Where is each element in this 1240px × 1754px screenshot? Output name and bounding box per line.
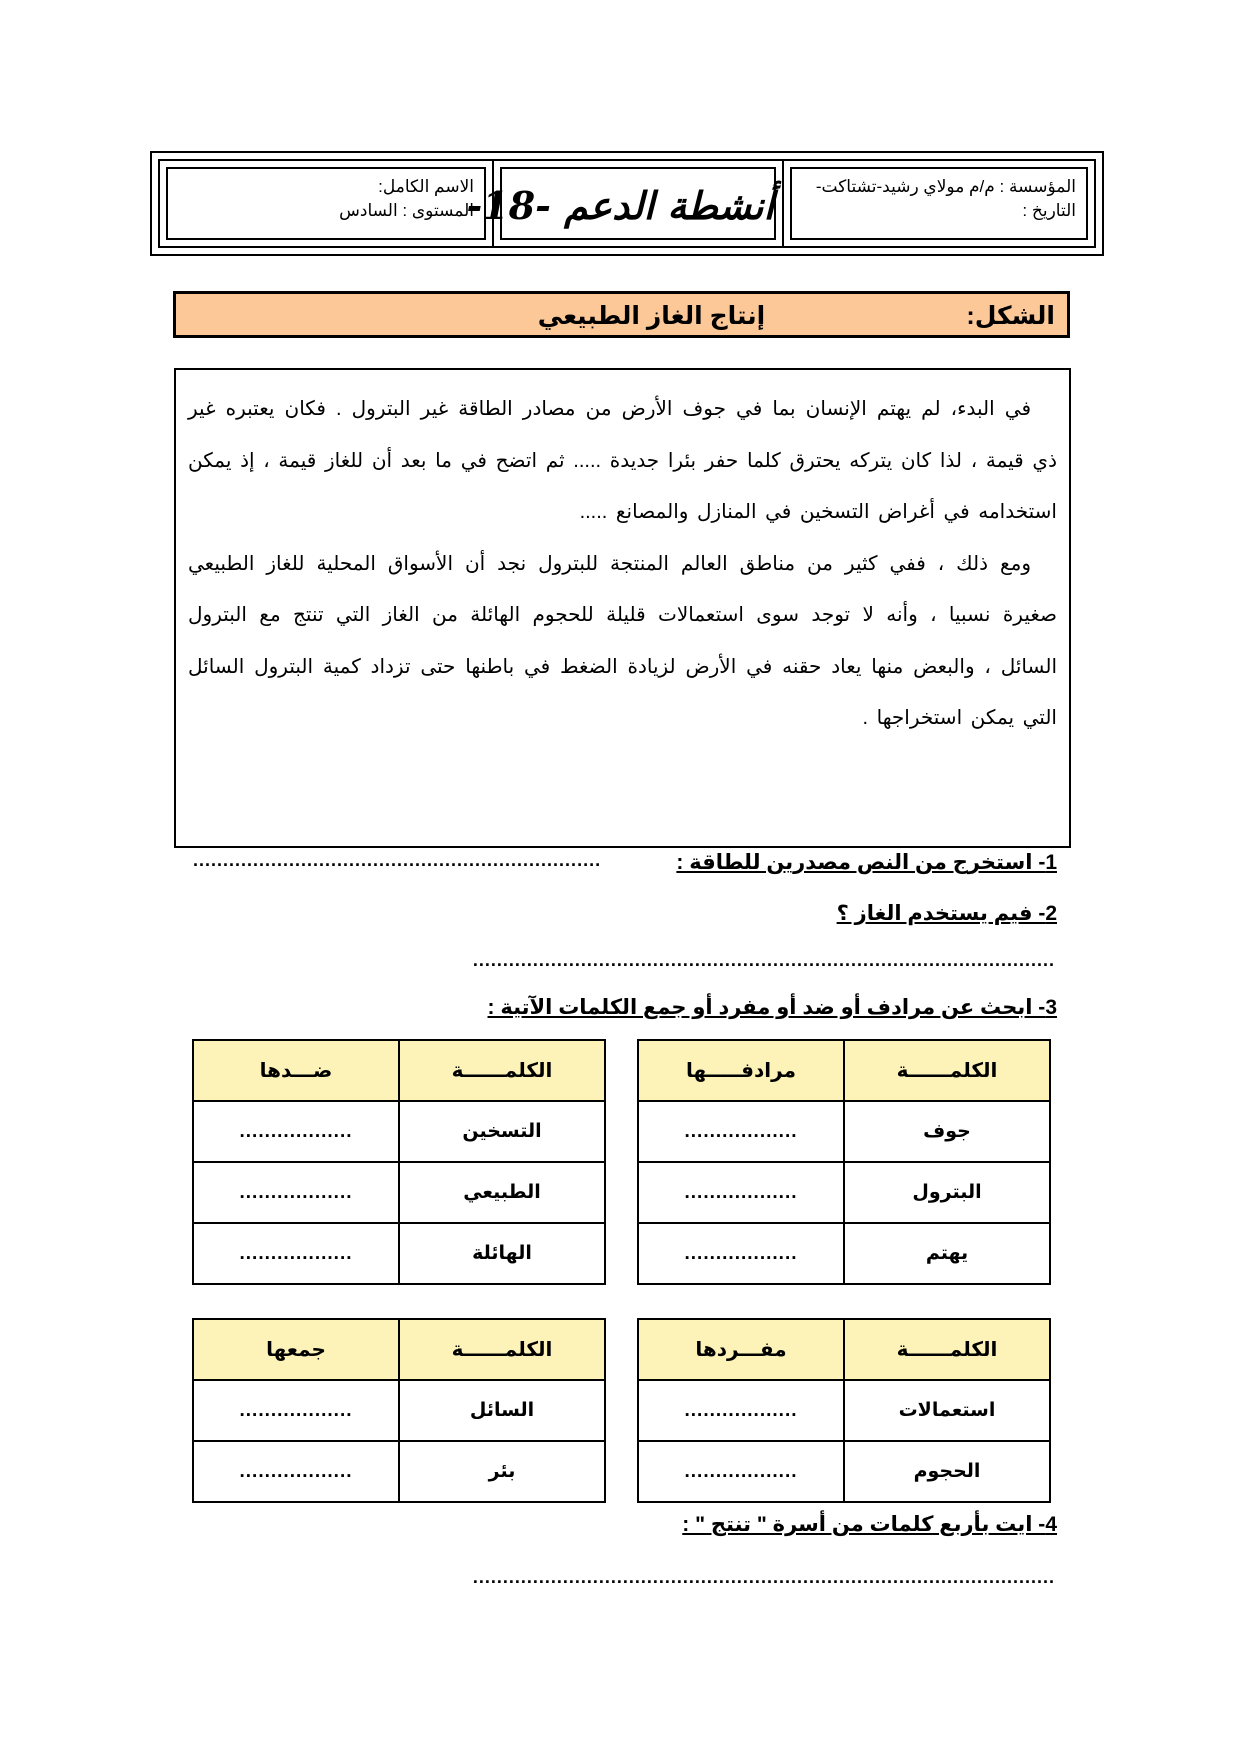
institution-text: المؤسسة : م/م مولاي رشيد-تشتاكت- [815, 177, 1076, 196]
reading-passage [174, 368, 1071, 848]
question-3: 3- ابحث عن مرادف أو ضد أو مفرد أو جمع الكلمات الآتية : [487, 996, 1057, 1019]
synonyms-header-value: مرادفـــــها [638, 1040, 844, 1101]
word-cell: الطبيعي [399, 1162, 605, 1223]
form-label: الشكل: [966, 302, 1055, 330]
word-cell: بئر [399, 1441, 605, 1502]
plurals-table [192, 1318, 606, 1503]
institution-cell [784, 161, 1094, 246]
title-bar [173, 291, 1070, 338]
answer-cell[interactable]: .................. [193, 1223, 399, 1284]
antonyms-header-word: الكلمــــــة [399, 1040, 605, 1101]
antonyms-header-value: ضـــدها [193, 1040, 399, 1101]
word-cell: استعمالات [844, 1380, 1050, 1441]
singulars-header-value: مفـــردها [638, 1319, 844, 1380]
word-cell: الهائلة [399, 1223, 605, 1284]
text-title: إنتاج الغاز الطبيعي [537, 302, 766, 330]
word-cell: التسخين [399, 1101, 605, 1162]
word-cell: السائل [399, 1380, 605, 1441]
table-row [638, 1101, 1050, 1162]
synonyms-table [637, 1039, 1051, 1285]
worksheet-banner: أنشطة الدعم -18- [466, 183, 774, 228]
full-name-label: الاسم الكامل: [378, 177, 474, 196]
answer-cell[interactable]: .................. [638, 1162, 844, 1223]
word-cell: البترول [844, 1162, 1050, 1223]
answer-cell[interactable]: .................. [193, 1441, 399, 1502]
table-row [193, 1162, 605, 1223]
table-row [193, 1223, 605, 1284]
table-row [193, 1380, 605, 1441]
table-row [638, 1380, 1050, 1441]
answer-cell[interactable]: .................. [638, 1101, 844, 1162]
banner-cell [466, 161, 784, 246]
singulars-header-word: الكلمــــــة [844, 1319, 1050, 1380]
table-row [193, 1441, 605, 1502]
antonyms-table [192, 1039, 606, 1285]
answer-line-1[interactable]: .................................................................... [193, 850, 602, 870]
question-4: 4- ايت بأربع كلمات من أسرة " تنتج " : [682, 1513, 1057, 1536]
date-label: التاريخ : [1022, 201, 1076, 220]
answer-line-4[interactable]: ................................................................................................. [472, 1567, 1055, 1587]
answer-cell[interactable]: .................. [193, 1380, 399, 1441]
answer-cell[interactable]: .................. [193, 1162, 399, 1223]
plurals-header-value: جمعها [193, 1319, 399, 1380]
table-row [638, 1223, 1050, 1284]
word-cell: جوف [844, 1101, 1050, 1162]
table-row [638, 1441, 1050, 1502]
singulars-table [637, 1318, 1051, 1503]
question-2: 2- فيم يستخدم الغاز ؟ [836, 902, 1057, 925]
word-cell: الحجوم [844, 1441, 1050, 1502]
level-text: المستوى : السادس [339, 201, 474, 220]
plurals-header-word: الكلمــــــة [399, 1319, 605, 1380]
table-row [193, 1101, 605, 1162]
question-1: 1- استخرج من النص مصدرين للطاقة : [676, 851, 1057, 874]
answer-line-2[interactable]: ................................................................................................. [472, 950, 1055, 970]
answer-cell[interactable]: .................. [638, 1380, 844, 1441]
answer-cell[interactable]: .................. [638, 1441, 844, 1502]
table-row [638, 1162, 1050, 1223]
passage-paragraph-2: ومع ذلك ، ففي كثير من مناطق العالم المنتجة للبترول نجد أن الأسواق المحلية للغاز الطبيعي صغيرة نسبيا ، وأنه لا توجد سوى استعمالات قليلة للحجوم الهائلة من الغاز التي تنتج مع البترول السائل ، والبعض منها يعاد حقنه في الأرض لزيادة الضغط في باطنها حتى تزداد كمية البترول السائل التي يمكن استخراجها . [188, 552, 1057, 729]
student-cell [160, 161, 494, 246]
word-cell: يهتم [844, 1223, 1050, 1284]
passage-paragraph-1: في البدء، لم يهتم الإنسان بما في جوف الأرض من مصادر الطاقة غير البترول . فكان يعتبره غير ذي قيمة ، لذا كان يتركه يحترق كلما حفر بئرا جديدة ..... ثم اتضح في ما بعد أن للغاز قيمة ، إذ يمكن استخدامه في أغراض التسخين في المنازل والمصانع ..... [188, 398, 1057, 523]
answer-cell[interactable]: .................. [638, 1223, 844, 1284]
synonyms-header-word: الكلمــــــة [844, 1040, 1050, 1101]
answer-cell[interactable]: .................. [193, 1101, 399, 1162]
worksheet-header [150, 151, 1104, 256]
